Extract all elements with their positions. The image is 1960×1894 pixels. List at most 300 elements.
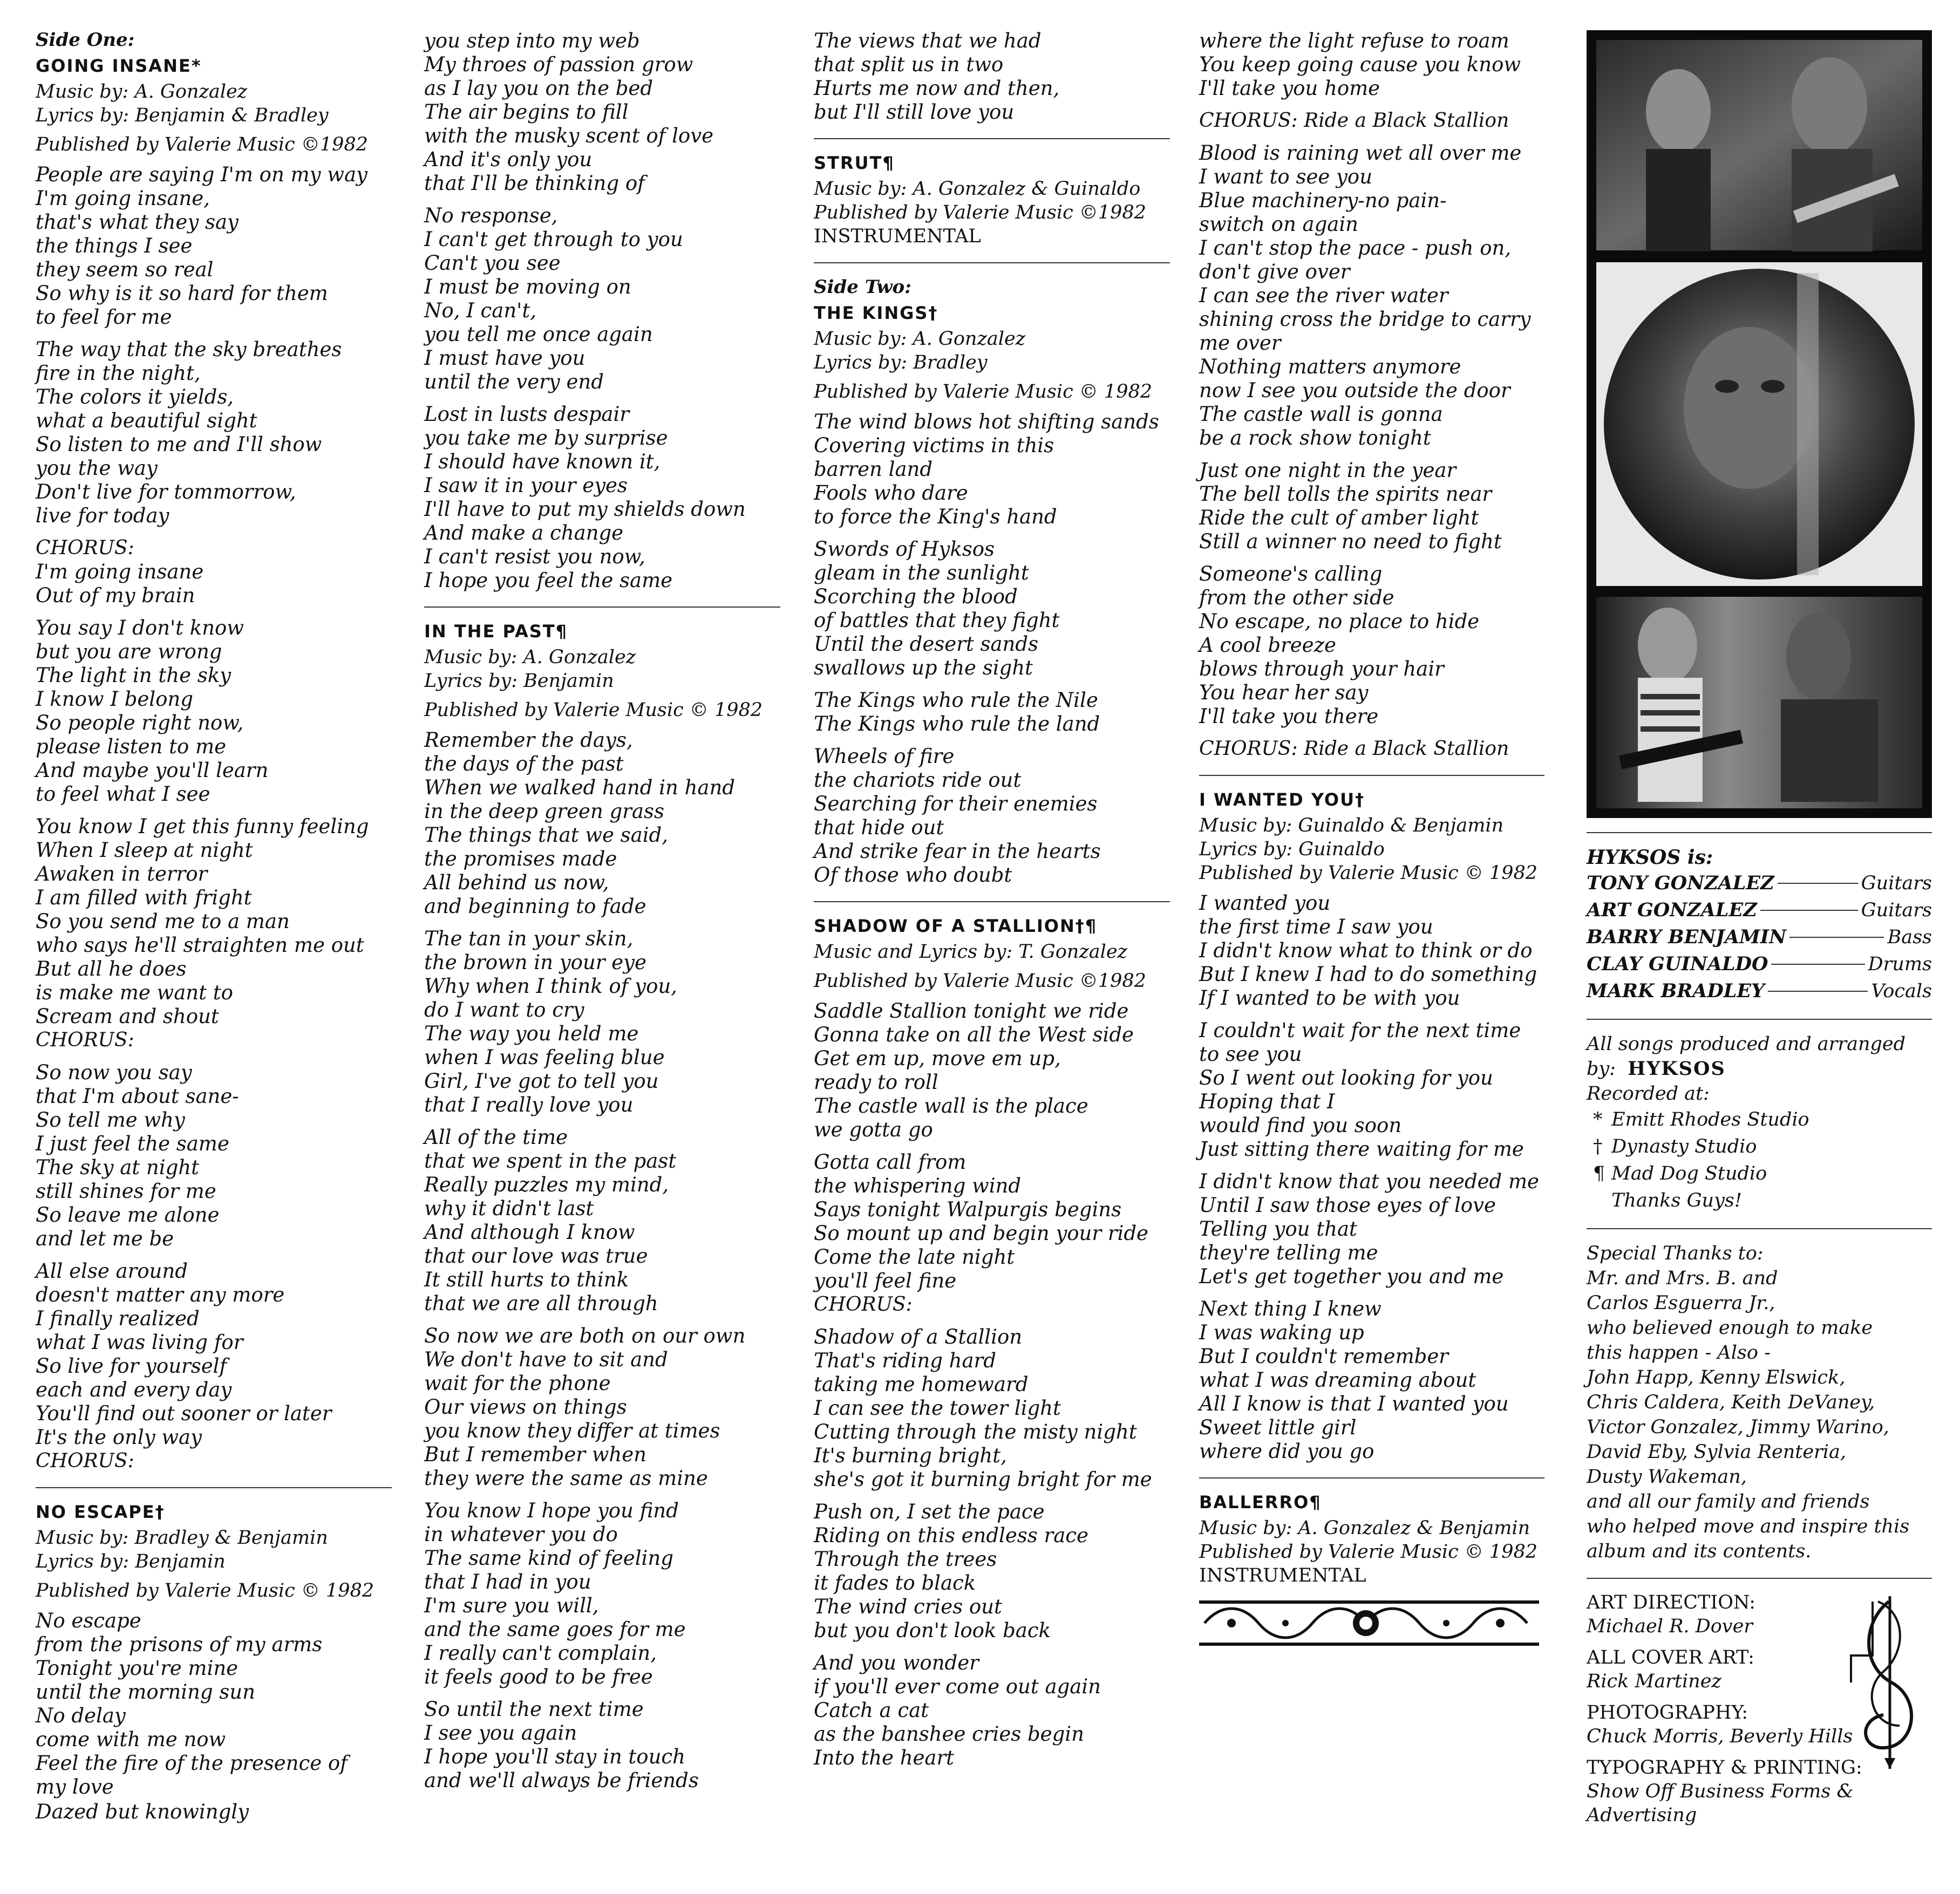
lyric-line: I'll take you home [1199,77,1380,100]
stanza [1199,1297,1544,1463]
lyric-line: When I sleep at night [36,839,253,862]
thanks-line: Chris Caldera, Keith DeVaney, [1587,1392,1875,1413]
lyric-line: and beginning to fade [424,895,646,918]
lyric-line: you step into my web [424,29,640,52]
lyric-line: in whatever you do [424,1523,618,1546]
leader-line [1778,883,1858,884]
lyric-line: and we'll always be friends [424,1769,699,1792]
lyric-line: from the other side [1199,586,1394,609]
lyric-line: All of the time [424,1126,568,1149]
lyric-line: Can't you see [424,251,561,275]
lyric-line: So I went out looking for you [1199,1066,1493,1089]
lyric-line: the brown in your eye [424,951,646,974]
lyric-line: shining cross the bridge to carry [1199,308,1531,331]
studio-list [1587,1106,1932,1187]
lyric-line: doesn't matter any more [36,1283,285,1306]
divider [1199,1477,1544,1479]
lyric-line: Blood is raining wet all over me [1199,141,1522,165]
staff-name: Michael R. Dover [1587,1616,1753,1637]
lyric-line: I'll have to put my shields down [424,498,746,521]
produced-by-line: by: HYKSOS [1587,1058,1726,1080]
lyric-line: No escape [36,1609,141,1632]
lyric-line: that our love was true [424,1244,648,1268]
stanza [1199,1019,1544,1161]
studio-name: Mad Dog Studio [1611,1163,1767,1184]
stanza [814,1651,1170,1770]
band-members [1587,870,1932,1005]
thanks-line: Victor Gonzalez, Jimmy Warino, [1587,1416,1889,1438]
lyric-line: as I lay you on the bed [424,77,654,100]
lyric-line: Remember the days, [424,728,633,752]
lyric-line: she's got it burning bright for me [814,1468,1152,1491]
publisher-credit: Published by Valerie Music © 1982 [424,699,763,721]
lyric-line: The Kings who rule the land [814,712,1100,735]
lyric-line: The bell tolls the spirits near [1199,482,1492,506]
lyric-line: we gotta go [814,1118,933,1141]
lyric-line: I finally realized [36,1307,200,1330]
thanks-line: Special Thanks to: [1587,1243,1764,1264]
lyric-line: When we walked hand in hand [424,776,735,799]
lyric-line: So mount up and begin your ride [814,1222,1148,1245]
lyric-line: So people right now, [36,711,244,734]
song-title-the-kings: THE KINGS† [814,303,938,323]
lyric-line: People are saying I'm on my way [36,163,368,186]
column-4 [1199,28,1544,1646]
lyric-line: swallows up the sight [814,656,1033,679]
lyric-line: I hope you'll stay in touch [424,1745,685,1768]
stanza [424,1499,780,1689]
lyrics-credit: Lyrics by: Benjamin & Bradley [36,105,329,126]
stanza [36,1061,392,1251]
lyrics-shadow-continued [1199,29,1544,761]
stanza [814,1150,1170,1317]
lyric-line: But I knew I had to do something [1199,963,1537,986]
studio-name: Dynasty Studio [1611,1136,1757,1157]
divider [814,901,1170,902]
lyric-line: Gotta call from [814,1150,967,1174]
thanks-line: John Happ, Kenny Elswick, [1587,1367,1846,1388]
music-credit: Music by: A. Gonzalez [36,81,248,103]
lyric-line: I wanted you [1199,891,1331,915]
stanza [814,29,1170,124]
ornament-border-icon [1199,1600,1539,1646]
publisher-credit: Published by Valerie Music ©1982 [36,134,368,155]
lyric-line: So leave me alone [36,1203,220,1227]
lyric-line: The way that the sky breathes [36,338,342,361]
member-name: BARRY BENJAMIN [1587,926,1787,948]
lyric-line: We don't have to sit and [424,1348,668,1371]
lyric-line: The things that we said, [424,823,669,847]
lyric-line: It's the only way [36,1426,202,1449]
stanza [814,410,1170,529]
stanza [424,1698,780,1793]
lyric-line: ready to roll [814,1071,938,1094]
lyric-line: No response, [424,204,558,227]
lyric-line: please listen to me [36,735,227,758]
lyric-line: I'm going insane, [36,187,210,210]
lyric-line: I know I belong [36,687,193,711]
music-credit: Music by: A. Gonzalez [814,328,1026,350]
lyric-line: the chariots ride out [814,768,1022,792]
lyric-line: I want to see you [1199,165,1373,188]
staff-name: Rick Martinez [1587,1671,1721,1692]
lyric-line: don't give over [1199,260,1350,283]
leader-line [1760,910,1858,911]
stanza [424,927,780,1117]
lyric-line: until the morning sun [36,1680,255,1704]
lyric-line: I can see the tower light [814,1396,1061,1420]
divider [814,138,1170,139]
lyric-line: Shadow of a Stallion [814,1325,1023,1348]
lyric-line: and let me be [36,1227,174,1250]
lyric-line: live for today [36,504,169,527]
lyric-line: each and every day [36,1378,232,1401]
lyrics-credit: Lyrics by: Benjamin [36,1551,226,1572]
stanza [1199,1170,1544,1289]
produced-line: All songs produced and arranged [1587,1033,1906,1055]
lyric-line: The wind blows hot shifting sands [814,410,1159,433]
chorus-label: CHORUS: Ride a Black Stallion [1199,110,1509,132]
lyric-line: is make me want to [36,981,233,1004]
lyric-line: The Kings who rule the Nile [814,689,1098,712]
lyric-line: the things I see [36,234,193,257]
lyric-line: I'll take you there [1199,705,1379,728]
lyric-line: Girl, I've got to tell you [424,1069,659,1093]
lyric-line: Gonna take on all the West side [814,1023,1134,1046]
music-credit: Music by: A. Gonzalez [424,646,636,668]
lyric-line: Next thing I knew [1199,1297,1381,1320]
lyric-line: And strike fear in the hearts [814,840,1101,863]
lyrics-the-kings [814,410,1170,887]
lyric-line: Let's get together you and me [1199,1265,1504,1288]
lyric-line: But I remember when [424,1443,646,1466]
lyric-line: come with me now [36,1728,226,1751]
lyric-line: Covering victims in this [814,434,1054,457]
stanza [36,1609,392,1799]
lyric-line: Until the desert sands [814,632,1038,656]
thanks-line: who believed enough to make [1587,1317,1873,1339]
lyric-line: So now you say [36,1061,192,1084]
thanks-line: David Eby, Sylvia Renteria, [1587,1441,1846,1463]
lyric-line: Blue machinery-no pain- [1199,189,1447,212]
lyric-line: switch on again [1199,213,1359,236]
lyric-line: All else around [36,1259,188,1283]
lyric-line: The tan in your skin, [424,927,634,950]
lyric-line: And you wonder [814,1651,979,1674]
lyric-line: the whispering wind [814,1174,1022,1197]
lyric-line: That's riding hard [814,1349,996,1372]
lyric-line: So until the next time [424,1698,644,1721]
song-title-no-escape: NO ESCAPE† [36,1502,165,1522]
lyrics-credit: Lyrics by: Guinaldo [1199,839,1385,860]
lyric-line: Still a winner no need to fight [1199,530,1502,553]
lyric-line: to feel for me [36,305,172,329]
lyric-line: Our views on things [424,1395,627,1419]
thanks-line: Mr. and Mrs. B. and [1587,1268,1778,1289]
lyrics-credit: Lyrics by: Benjamin [424,670,614,692]
lyric-line: you tell me once again [424,323,653,346]
lyric-line: barren land [814,458,933,481]
stanza [1199,737,1544,761]
lyric-line: be a rock show tonight [1199,426,1431,449]
stanza [814,745,1170,887]
member-row [1587,897,1932,924]
stanza [1199,562,1544,728]
lyric-line: I was waking up [1199,1321,1364,1344]
member-row [1587,924,1932,951]
lyric-line: but you are wrong [36,640,222,663]
song-title-in-the-past: IN THE PAST¶ [424,621,568,642]
chorus-label: CHORUS: Ride a Black Stallion [1199,738,1509,760]
lyric-line: Hurts me now and then, [814,77,1060,100]
song-title-going-insane: GOING INSANE* [36,56,202,76]
lyric-line: Riding on this endless race [814,1524,1088,1547]
lyric-line: Scorching the blood [814,585,1018,608]
lyric-line: that we spent in the past [424,1149,677,1173]
lyric-line: Don't live for tommorrow, [36,480,296,503]
column-2 [424,28,780,1793]
thanks-line: album and its contents. [1587,1541,1812,1562]
lyric-line: they're telling me [1199,1241,1378,1264]
lyric-line: So listen to me and I'll show [36,433,322,456]
lyric-line: Of those who doubt [814,863,1012,887]
stanza [36,163,392,329]
lyrics-no-escape-continued [424,29,780,592]
lyric-line: blows through your hair [1199,657,1444,680]
lyric-line: No, I can't, [424,299,536,322]
member-role: Guitars [1861,900,1932,921]
stanza [1199,459,1544,554]
studio-line [1587,1160,1932,1187]
lyric-line: The wind cries out [814,1595,1002,1618]
stanza [424,1126,780,1316]
stanza [36,536,392,608]
publisher-credit: Published by Valerie Music ©1982 [814,970,1146,992]
member-row [1587,978,1932,1005]
lyric-line: The castle wall is gonna [1199,403,1443,426]
lyric-line: So live for yourself [36,1354,227,1378]
lyric-line: The sky at night [36,1156,199,1179]
divider [424,607,780,608]
lyric-line: it fades to black [814,1571,976,1595]
lyric-line: that I'll be thinking of [424,172,645,195]
lyric-line: Cutting through the misty night [814,1420,1137,1443]
column-5 [1587,28,1932,1827]
song-title-ballerro: BALLERRO¶ [1199,1492,1322,1513]
lyric-line: you'll feel fine [814,1269,957,1292]
lyric-line: with the musky scent of love [424,124,714,147]
lyric-line: Just sitting there waiting for me [1199,1137,1524,1161]
lyric-line: they were the same as mine [424,1467,708,1490]
stanza [1199,141,1544,450]
stanza [814,1325,1170,1491]
lyric-line: Come the late night [814,1245,1015,1269]
lyric-line: You know I get this funny feeling [36,815,369,838]
lyric-line: Fools who dare [814,481,968,505]
lyric-line: fire in the night, [36,362,201,385]
lyric-line: Catch a cat [814,1699,929,1722]
lyric-line: You say I don't know [36,616,244,639]
lyric-line: So you send me to a man [36,910,290,933]
lyric-line: Get em up, move em up, [814,1047,1061,1070]
lyric-line: to force the King's hand [814,505,1057,528]
divider [1587,1578,1932,1579]
band-heading: HYKSOS is: [1587,846,1713,869]
lyric-line: me over [1199,331,1281,355]
staff-name: Chuck Morris, Beverly Hills [1587,1726,1853,1747]
special-thanks [1587,1241,1932,1564]
stanza [814,689,1170,736]
lyric-line: It's burning bright, [814,1444,1007,1467]
stanza [424,728,780,918]
lyric-line: And make a change [424,521,624,544]
staff-role: ART DIRECTION: [1587,1592,1756,1613]
lyric-line: I'm going insane [36,560,204,583]
lyric-line: and the same goes for me [424,1618,686,1641]
lyric-line: Scream and shout [36,1005,219,1028]
member-name: ART GONZALEZ [1587,899,1757,921]
lyric-line: Into the heart [814,1746,955,1769]
lyric-line: you know they differ at times [424,1419,720,1442]
member-name: CLAY GUINALDO [1587,953,1768,975]
lyric-line: Swords of Hyksos [814,537,995,561]
lyric-line: So tell me why [36,1108,185,1132]
lyric-line: until the very end [424,370,604,393]
staff-name: Show Off Business Forms & [1587,1781,1854,1802]
music-credit: Music and Lyrics by: T. Gonzalez [814,941,1127,963]
lyric-line: the promises made [424,847,617,870]
lyric-line: what a beautiful sight [36,409,257,432]
stanza [424,403,780,592]
lyric-line: And maybe you'll learn [36,759,269,782]
stanza [36,1800,392,1824]
lyric-line: that split us in two [814,53,1004,76]
lyric-line: you the way [36,457,158,480]
staff-role: TYPOGRAPHY & PRINTING: [1587,1757,1862,1779]
lyric-line: It still hurts to think [424,1268,629,1291]
lyrics-no-escape [36,1609,392,1824]
thanks-line: and all our family and friends [1587,1491,1870,1513]
lyric-line: The views that we had [814,29,1042,52]
lyric-line: why it didn't last [424,1197,594,1220]
staff-name-continued: Advertising [1587,1804,1697,1826]
song-title-shadow-of-a-stallion: SHADOW OF A STALLION†¶ [814,916,1098,936]
lyric-line: Just one night in the year [1199,459,1457,482]
stanza [1199,891,1544,1010]
lyric-line: you take me by surprise [424,426,668,449]
stanza [36,1259,392,1473]
stanza [1199,109,1544,133]
studio-mark: ¶ [1593,1163,1605,1184]
lyric-line: where did you go [1199,1440,1374,1463]
lyric-line: they seem so real [36,258,214,281]
column-3 [814,28,1170,1770]
studio-mark: * [1593,1109,1603,1130]
chorus-label: CHORUS: [36,1450,134,1472]
lyric-line: that I'm about sane- [36,1085,239,1108]
lyric-line: I see you again [424,1721,577,1745]
lyric-line: So now we are both on our own [424,1324,746,1347]
lyric-line: But I couldn't remember [1199,1345,1448,1368]
column-1 [36,28,392,1824]
lyric-line: Dazed but knowingly [36,1800,249,1823]
member-role: Vocals [1871,980,1932,1002]
lyrics-credit: Lyrics by: Bradley [814,352,988,373]
chorus-label: CHORUS: [36,1029,134,1051]
lyric-line: Searching for their enemies [814,792,1098,815]
staff-credits [1587,1591,1932,1827]
lyric-line: the first time I saw you [1199,915,1433,938]
thanks-line: this happen - Also - [1587,1342,1771,1364]
staff-role: ALL COVER ART: [1587,1647,1754,1668]
stanza [424,29,780,195]
lyric-line: I should have known it, [424,450,661,473]
lyric-line: now I see you outside the door [1199,379,1510,402]
member-name: TONY GONZALEZ [1587,872,1774,894]
lyric-line: Through the trees [814,1548,997,1571]
music-credit: Music by: Bradley & Benjamin [36,1527,328,1549]
lyric-line: The way you held me [424,1022,639,1045]
lyric-line: A cool breeze [1199,633,1336,657]
lyric-line: to see you [1199,1043,1302,1066]
stanza [36,338,392,528]
lyric-line: who says he'll straighten me out [36,934,364,957]
photo-guitarists [1596,40,1922,250]
chorus-label: CHORUS: [814,1293,913,1316]
stanza [424,1324,780,1490]
lyric-line: So why is it so hard for them [36,282,328,305]
lyric-line: that I really love you [424,1093,634,1116]
lyric-line: Wheels of fire [814,745,955,768]
treble-clef-logo-icon [1840,1591,1932,1774]
lyric-line: I can't stop the pace - push on, [1199,236,1512,260]
stanza [814,1500,1170,1643]
lyric-line: the days of the past [424,752,624,775]
lyric-line: I really can't complain, [424,1641,657,1665]
publisher-credit: Published by Valerie Music ©1982 [814,202,1146,223]
stanza [424,204,780,394]
lyric-line: Saddle Stallion tonight we ride [814,999,1129,1023]
thanks-line: Dusty Wakeman, [1587,1466,1747,1488]
lyric-line: from the prisons of my arms [36,1633,323,1656]
stanza [814,999,1170,1142]
member-row [1587,870,1932,897]
lyric-line: wait for the phone [424,1372,611,1395]
lyric-line: You'll find out sooner or later [36,1402,332,1425]
leader-line [1771,964,1864,965]
lyric-line: it feels good to be free [424,1665,653,1688]
lyric-line: Sweet little girl [1199,1416,1357,1439]
divider [36,1487,392,1488]
lyric-line: Really puzzles my mind, [424,1173,669,1196]
member-row [1587,951,1932,978]
lyric-line: Out of my brain [36,584,195,607]
lyric-line: I saw it in your eyes [424,474,628,497]
lyrics-i-wanted-you [1199,891,1544,1463]
music-credit: Music by: A. Gonzalez & Benjamin [1199,1517,1530,1539]
recorded-at-label: Recorded at: [1587,1083,1710,1105]
stanza [1199,29,1544,100]
lyric-line: I couldn't wait for the next time [1199,1019,1521,1042]
lyric-line: taking me homeward [814,1373,1029,1396]
instrumental-note: INSTRUMENTAL [814,226,981,247]
divider [1587,832,1932,833]
lyric-line: I didn't know that you needed me [1199,1170,1539,1193]
lyric-line: that we are all through [424,1292,658,1315]
band-name: HYKSOS [1628,1058,1726,1080]
lyric-line: Tonight you're mine [36,1657,239,1680]
lyric-line: in the deep green grass [424,800,664,823]
